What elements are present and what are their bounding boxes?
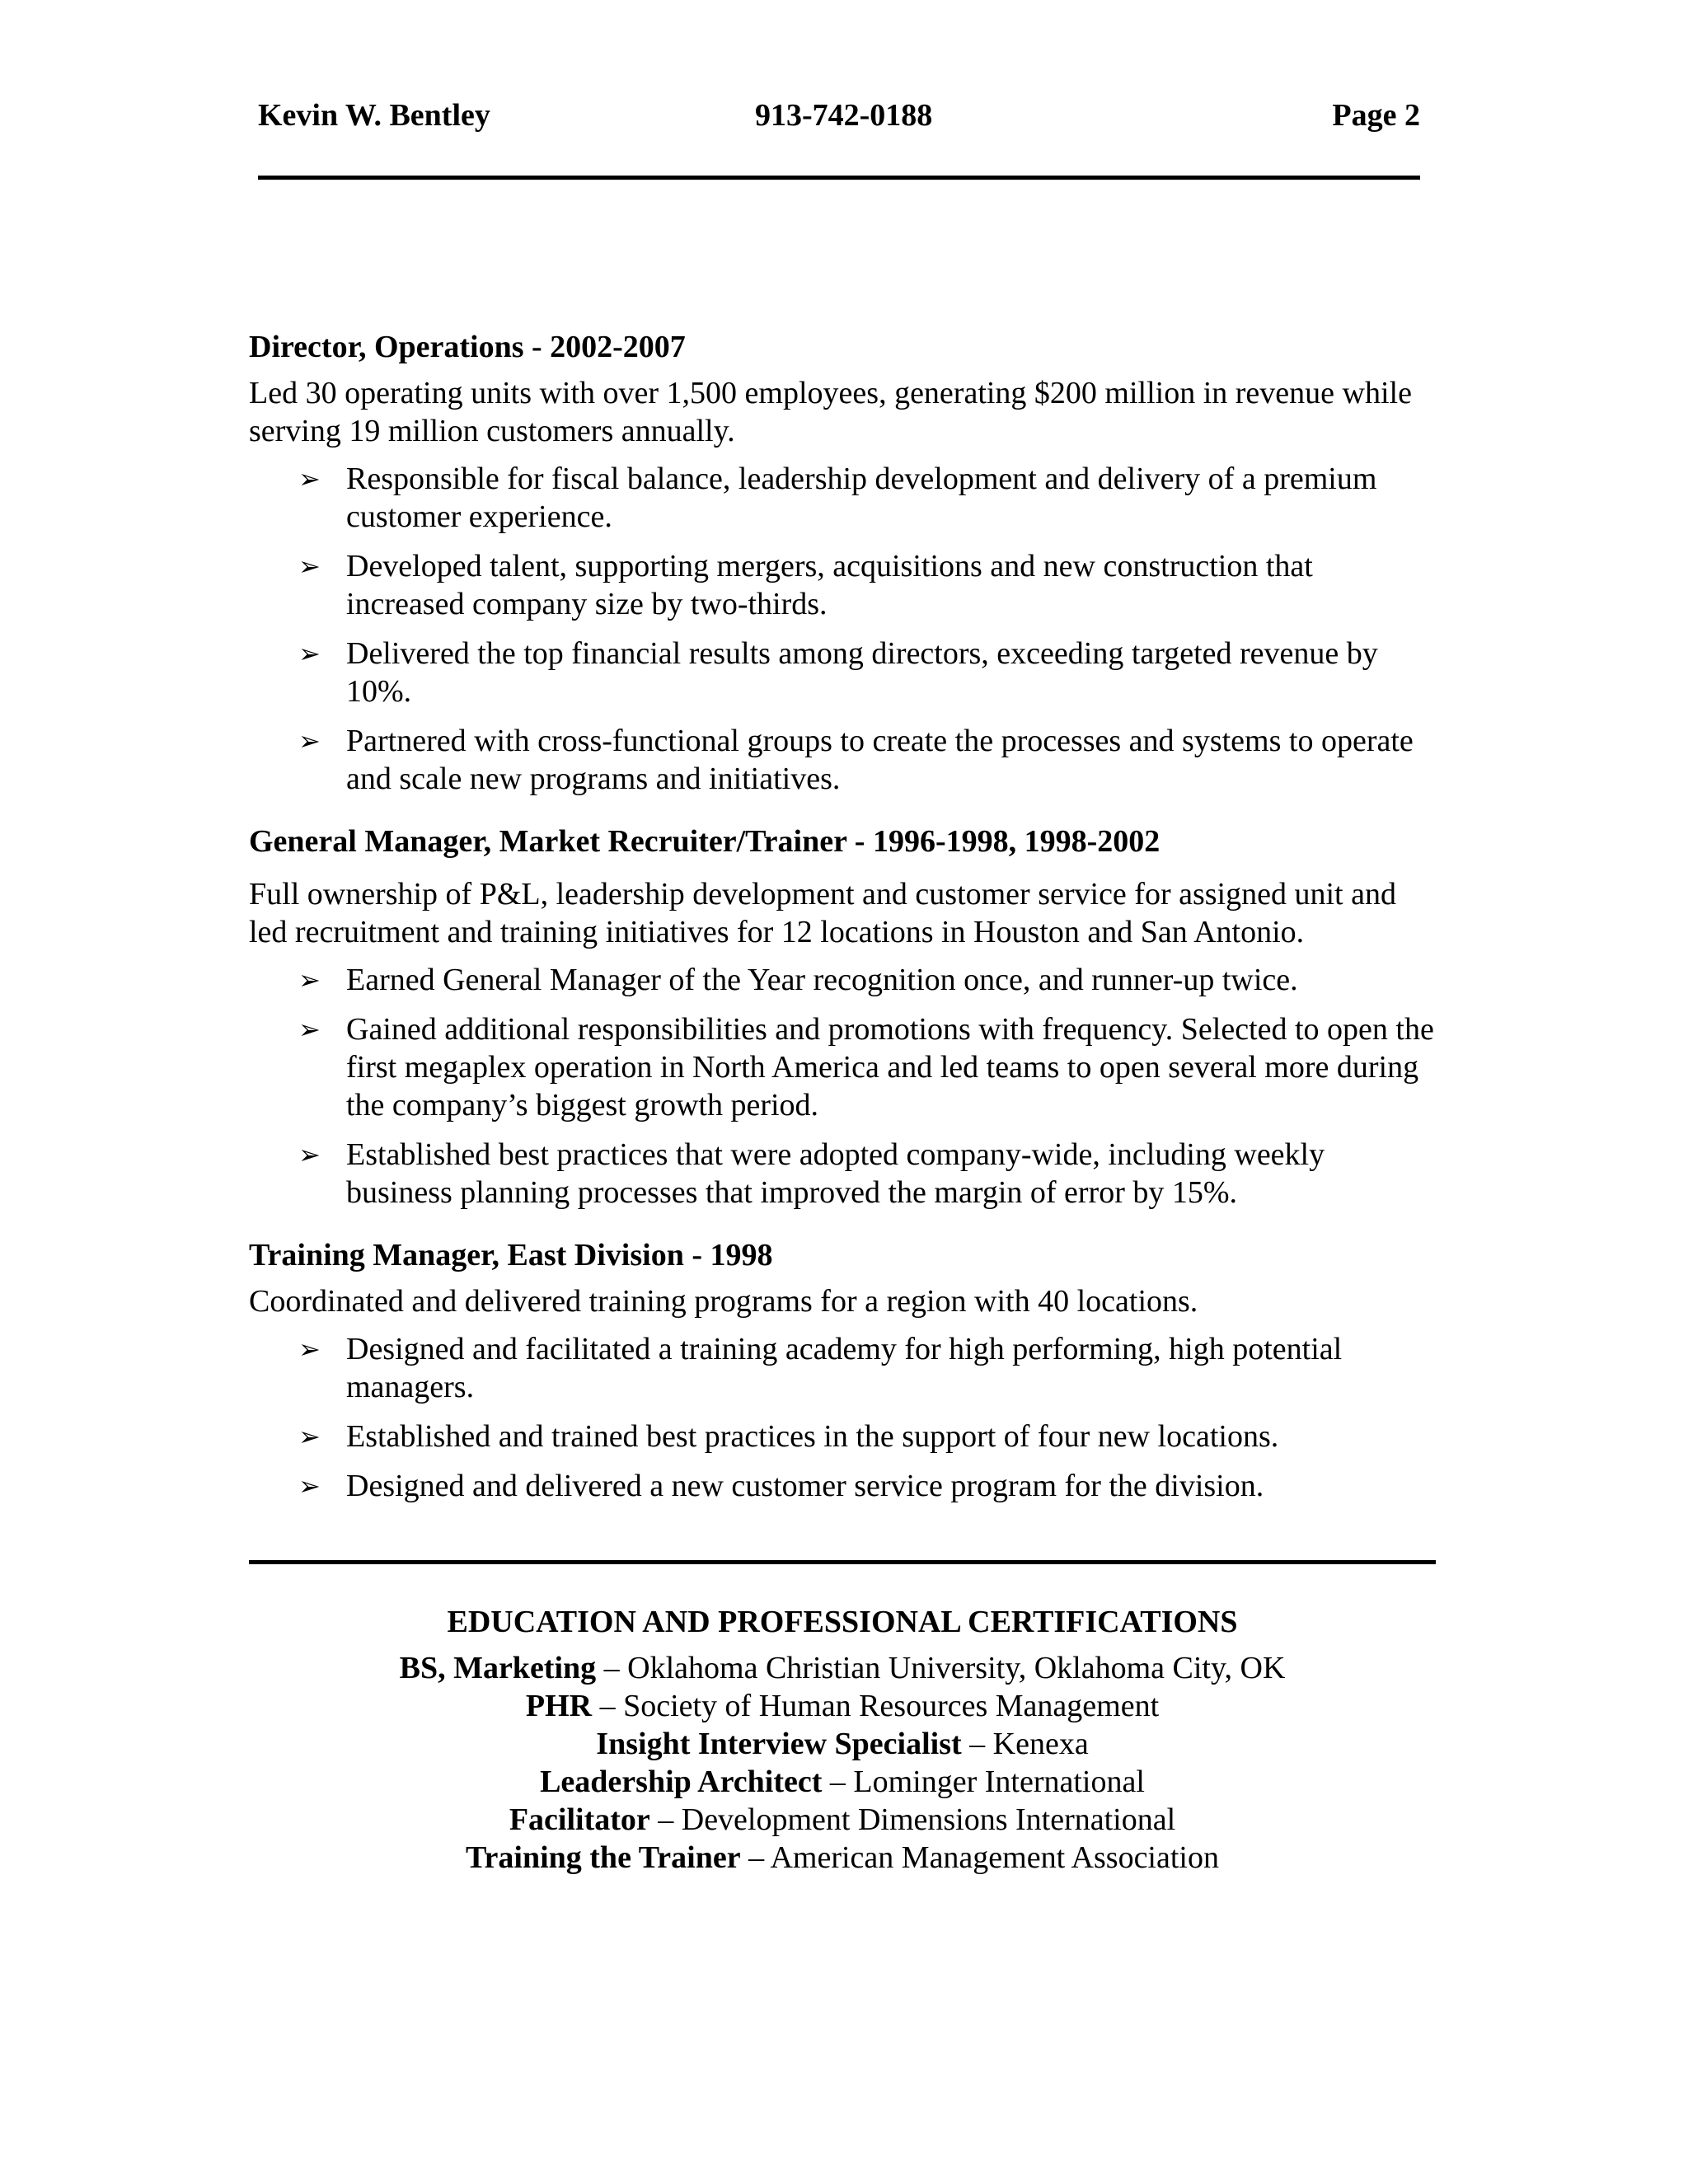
credential: PHR: [525, 1689, 593, 1723]
bullet-text: Developed talent, supporting mergers, acquisitions and new construction that increased company size by two-thirds.: [346, 549, 1313, 621]
bullet-text: Gained additional responsibilities and promotions with frequency. Selected to open the first megaplex operation in North America and led teams to open several more during the company’s biggest growth period.: [346, 1012, 1434, 1122]
credential: Insight Interview Specialist: [596, 1727, 962, 1761]
arrow-bullet-icon: ➢: [298, 1421, 321, 1452]
bullet-text: Partnered with cross-functional groups to create the processes and systems to operate and scale new programs and initiatives.: [346, 724, 1414, 796]
arrow-bullet-icon: ➢: [298, 964, 321, 996]
bullet-text: Established and trained best practices in the support of four new locations.: [346, 1419, 1279, 1454]
job-title: Training Manager, East Division - 1998: [249, 1238, 773, 1272]
bullet-text: Established best practices that were adopted company-wide, including weekly business planning processes that improved the margin of error by 15%.: [346, 1137, 1325, 1210]
job-description: Full ownership of P&L, leadership development and customer service for assigned unit and led recruitment and training initiatives for 12 locations in Houston and San Antonio.: [249, 877, 1396, 949]
issuer: Kenexa: [992, 1727, 1089, 1761]
job-bullets: [249, 460, 1436, 798]
issuer: Development Dimensions International: [681, 1802, 1176, 1837]
job-director-operations: [249, 328, 1436, 798]
credential: BS, Marketing: [399, 1651, 597, 1685]
job-general-manager: [249, 823, 1436, 1212]
education-item: [249, 1839, 1436, 1877]
credential: Leadership Architect: [540, 1765, 823, 1799]
separator: –: [961, 1727, 993, 1761]
arrow-bullet-icon: ➢: [298, 638, 321, 669]
job-title: Director, Operations - 2002-2007: [249, 330, 686, 364]
arrow-bullet-icon: ➢: [298, 1014, 321, 1045]
education-item: [249, 1649, 1436, 1687]
separator: –: [649, 1802, 682, 1837]
list-item: [249, 1418, 1436, 1455]
education-item: [249, 1725, 1436, 1763]
list-item: [249, 961, 1436, 999]
arrow-bullet-icon: ➢: [298, 463, 321, 494]
bullet-text: Earned General Manager of the Year recognition once, and runner-up twice.: [346, 963, 1298, 997]
job-training-manager: [249, 1236, 1436, 1505]
arrow-bullet-icon: ➢: [298, 1139, 321, 1170]
issuer: Oklahoma Christian University, Oklahoma City, OK: [627, 1651, 1286, 1685]
list-item: [249, 547, 1436, 623]
issuer: Lominger International: [853, 1765, 1145, 1799]
issuer: American Management Association: [770, 1840, 1219, 1875]
header-phone: 913-742-0188: [755, 98, 933, 133]
header-name: Kevin W. Bentley: [258, 98, 490, 133]
education-item: [249, 1801, 1436, 1839]
separator: –: [596, 1651, 628, 1685]
arrow-bullet-icon: ➢: [298, 1470, 321, 1502]
job-description: Led 30 operating units with over 1,500 employees, generating $200 million in revenue while serving 19 million customers annually.: [249, 376, 1412, 448]
list-item: [249, 1010, 1436, 1124]
arrow-bullet-icon: ➢: [298, 725, 321, 757]
separator: –: [822, 1765, 854, 1799]
bullet-text: Designed and facilitated a training academy for high performing, high potential managers.: [346, 1332, 1343, 1404]
header-divider: [258, 176, 1420, 180]
list-item: [249, 460, 1436, 536]
list-item: [249, 1136, 1436, 1212]
education-item: [249, 1763, 1436, 1801]
education-section: [249, 1603, 1436, 1877]
bullet-text: Delivered the top financial results among directors, exceeding targeted revenue by 10%.: [346, 636, 1378, 709]
job-bullets: [249, 1330, 1436, 1505]
list-item: [249, 1330, 1436, 1406]
arrow-bullet-icon: ➢: [298, 1333, 321, 1365]
list-item: [249, 635, 1436, 710]
job-bullets: [249, 961, 1436, 1212]
list-item: [249, 1467, 1436, 1505]
section-divider: [249, 1560, 1436, 1564]
issuer: Society of Human Resources Management: [623, 1689, 1160, 1723]
job-title: General Manager, Market Recruiter/Trainer - 1996-1998, 1998-2002: [249, 824, 1160, 859]
experience-section: [249, 328, 1436, 1530]
page-header: [258, 97, 1420, 147]
education-item: [249, 1687, 1436, 1725]
separator: –: [592, 1689, 624, 1723]
credential: Facilitator: [509, 1802, 650, 1837]
header-page-number: Page 2: [1332, 98, 1420, 133]
job-description: Coordinated and delivered training programs for a region with 40 locations.: [249, 1284, 1198, 1319]
separator: –: [740, 1840, 771, 1875]
arrow-bullet-icon: ➢: [298, 551, 321, 582]
education-heading: EDUCATION AND PROFESSIONAL CERTIFICATIONS: [447, 1605, 1238, 1639]
bullet-text: Responsible for fiscal balance, leadership development and delivery of a premium customer experience.: [346, 462, 1377, 534]
list-item: [249, 722, 1436, 798]
credential: Training the Trainer: [466, 1840, 741, 1875]
bullet-text: Designed and delivered a new customer service program for the division.: [346, 1469, 1264, 1503]
